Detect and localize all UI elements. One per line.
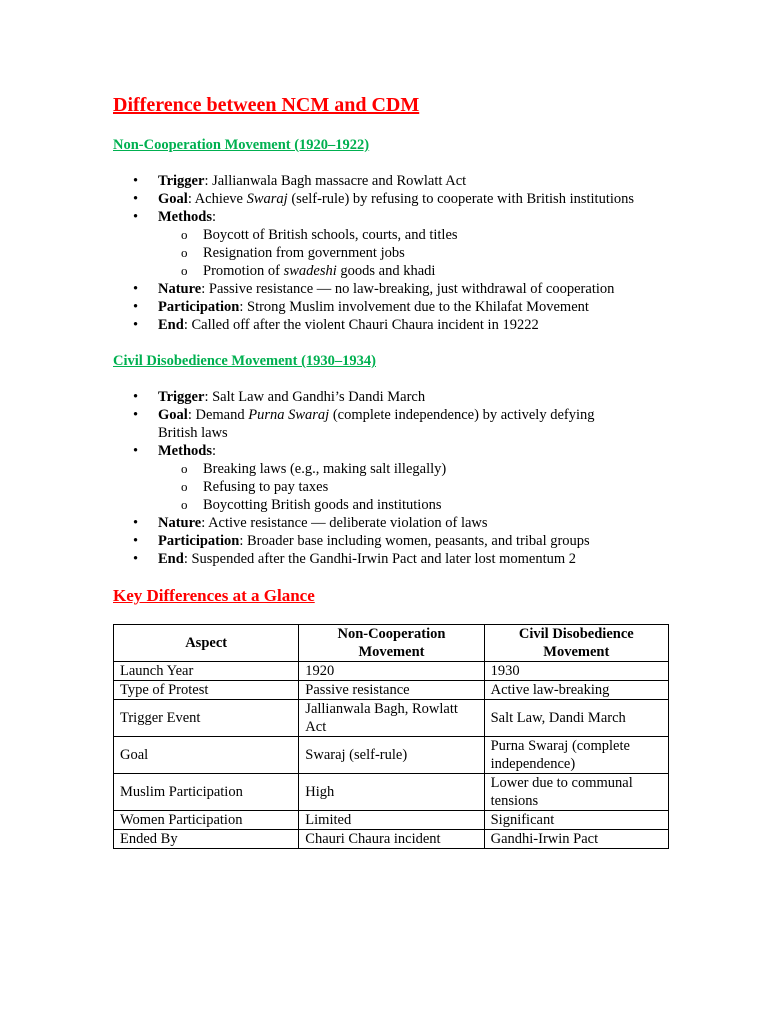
ncm-method-text: Boycott of British schools, courts, and titles bbox=[203, 227, 458, 243]
cdm-end-label: End bbox=[158, 551, 184, 567]
table-row bbox=[114, 737, 669, 774]
ncm-method-item bbox=[158, 244, 673, 262]
ncm-goal-post: (self-rule) by refusing to cooperate with British institutions bbox=[287, 191, 635, 207]
ncm-method-post: goods and khadi bbox=[336, 263, 436, 279]
key-differences-section bbox=[113, 586, 673, 849]
table-cell: Active law-breaking bbox=[484, 681, 668, 700]
bullet-icon: • bbox=[133, 389, 139, 405]
ncm-goal-pre: : Achieve bbox=[187, 191, 247, 207]
cdm-goal-post: (complete independence) by actively defying British laws bbox=[158, 407, 595, 441]
cdm-participation-text: : Broader base including women, peasants, and tribal groups bbox=[239, 533, 590, 549]
sub-bullet-icon: o bbox=[181, 497, 188, 512]
cdm-methods-label: Methods bbox=[158, 443, 212, 459]
table-header-cell: Aspect bbox=[114, 625, 299, 662]
table-cell: Lower due to communal tensions bbox=[484, 774, 668, 811]
ncm-trigger-label: Trigger bbox=[158, 173, 205, 189]
cdm-trigger-item bbox=[113, 388, 673, 406]
ncm-trigger-text: : Jallianwala Bagh massacre and Rowlatt Act bbox=[204, 173, 467, 189]
cdm-methods-sublist bbox=[158, 460, 673, 514]
table-header-row bbox=[114, 625, 669, 662]
table-row bbox=[114, 662, 669, 681]
table-header-cell: Civil Disobedience Movement bbox=[484, 625, 668, 662]
ncm-method-text: Resignation from government jobs bbox=[203, 245, 405, 261]
cdm-method-item bbox=[158, 496, 673, 514]
comparison-table bbox=[113, 624, 669, 849]
ncm-participation-label: Participation bbox=[158, 299, 240, 315]
bullet-icon: • bbox=[133, 443, 139, 459]
cdm-bullet-list bbox=[113, 388, 673, 568]
bullet-icon: • bbox=[133, 173, 139, 189]
ncm-goal-emphasis: Swaraj bbox=[246, 191, 288, 207]
table-cell: Significant bbox=[484, 811, 668, 830]
table-cell: Ended By bbox=[114, 830, 299, 849]
ncm-trigger-item bbox=[113, 172, 673, 190]
table-row bbox=[114, 811, 669, 830]
cdm-end-item bbox=[113, 550, 673, 568]
ncm-methods-label: Methods bbox=[158, 209, 212, 225]
table-cell: Muslim Participation bbox=[114, 774, 299, 811]
ncm-participation-text: : Strong Muslim involvement due to the Khilafat Movement bbox=[239, 299, 589, 315]
cdm-nature-text: : Active resistance — deliberate violation of laws bbox=[201, 515, 488, 531]
cdm-trigger-label: Trigger bbox=[158, 389, 205, 405]
cdm-nature-item bbox=[113, 514, 673, 532]
table-row bbox=[114, 700, 669, 737]
bullet-icon: • bbox=[133, 317, 139, 333]
ncm-end-item bbox=[113, 316, 673, 334]
bullet-icon: • bbox=[133, 551, 139, 567]
sub-bullet-icon: o bbox=[181, 263, 188, 278]
sub-bullet-icon: o bbox=[181, 461, 188, 476]
cdm-method-text: Boycotting British goods and institutions bbox=[203, 497, 442, 513]
table-row bbox=[114, 774, 669, 811]
sub-bullet-icon: o bbox=[181, 245, 188, 260]
bullet-icon: • bbox=[133, 191, 139, 207]
table-cell: Purna Swaraj (complete independence) bbox=[484, 737, 668, 774]
cdm-nature-label: Nature bbox=[158, 515, 202, 531]
table-cell: 1920 bbox=[299, 662, 484, 681]
cdm-trigger-text: : Salt Law and Gandhi’s Dandi March bbox=[204, 389, 426, 405]
ncm-methods-item bbox=[113, 208, 673, 280]
ncm-method-item bbox=[158, 262, 673, 280]
table-cell: Goal bbox=[114, 737, 299, 774]
table-cell: Gandhi-Irwin Pact bbox=[484, 830, 668, 849]
cdm-method-text: Refusing to pay taxes bbox=[203, 479, 329, 495]
table-cell: Swaraj (self-rule) bbox=[299, 737, 484, 774]
bullet-icon: • bbox=[133, 209, 139, 225]
cdm-participation-label: Participation bbox=[158, 533, 240, 549]
table-cell: 1930 bbox=[484, 662, 668, 681]
bullet-icon: • bbox=[133, 299, 139, 315]
table-cell: Passive resistance bbox=[299, 681, 484, 700]
ncm-section bbox=[113, 136, 673, 334]
cdm-method-text: Breaking laws (e.g., making salt illegally) bbox=[203, 461, 447, 477]
bullet-icon: • bbox=[133, 407, 139, 423]
cdm-methods-text: : bbox=[211, 443, 217, 459]
cdm-goal-pre: : Demand bbox=[187, 407, 249, 423]
table-cell: High bbox=[299, 774, 484, 811]
sub-bullet-icon: o bbox=[181, 479, 188, 494]
ncm-method-emphasis: swadeshi bbox=[283, 263, 337, 279]
ncm-nature-text: : Passive resistance — no law-breaking, just withdrawal of cooperation bbox=[201, 281, 615, 297]
cdm-goal-emphasis: Purna Swaraj bbox=[248, 407, 330, 423]
cdm-goal-item bbox=[113, 406, 618, 442]
table-cell: Women Participation bbox=[114, 811, 299, 830]
ncm-participation-item bbox=[113, 298, 673, 316]
ncm-heading: Non-Cooperation Movement (1920–1922) bbox=[113, 137, 370, 153]
ncm-nature-label: Nature bbox=[158, 281, 202, 297]
document-page bbox=[113, 93, 673, 849]
cdm-goal-label: Goal bbox=[158, 407, 188, 423]
cdm-method-item bbox=[158, 478, 673, 496]
table-cell: Salt Law, Dandi March bbox=[484, 700, 668, 737]
bullet-icon: • bbox=[133, 281, 139, 297]
ncm-methods-text: : bbox=[211, 209, 217, 225]
ncm-bullet-list bbox=[113, 172, 673, 334]
table-row bbox=[114, 830, 669, 849]
ncm-goal-item bbox=[113, 190, 673, 208]
table-cell: Type of Protest bbox=[114, 681, 299, 700]
table-row bbox=[114, 681, 669, 700]
table-cell: Trigger Event bbox=[114, 700, 299, 737]
ncm-end-label: End bbox=[158, 317, 184, 333]
cdm-end-text: : Suspended after the Gandhi-Irwin Pact and later lost momentum 2 bbox=[183, 551, 577, 567]
sub-bullet-icon: o bbox=[181, 227, 188, 242]
table-cell: Limited bbox=[299, 811, 484, 830]
bullet-icon: • bbox=[133, 533, 139, 549]
key-differences-heading: Key Differences at a Glance bbox=[113, 586, 315, 605]
ncm-method-pre: Promotion of bbox=[203, 263, 284, 279]
cdm-heading: Civil Disobedience Movement (1930–1934) bbox=[113, 353, 376, 369]
cdm-methods-item bbox=[113, 442, 673, 514]
table-header-cell: Non-Cooperation Movement bbox=[299, 625, 484, 662]
cdm-participation-item bbox=[113, 532, 673, 550]
table-cell: Launch Year bbox=[114, 662, 299, 681]
document-title: Difference between NCM and CDM bbox=[113, 94, 420, 116]
ncm-end-text: : Called off after the violent Chauri Chaura incident in 19222 bbox=[183, 317, 539, 333]
bullet-icon: • bbox=[133, 515, 139, 531]
cdm-section bbox=[113, 352, 673, 568]
ncm-nature-item bbox=[113, 280, 673, 298]
ncm-goal-label: Goal bbox=[158, 191, 188, 207]
ncm-method-item bbox=[158, 226, 673, 244]
ncm-methods-sublist bbox=[158, 226, 673, 280]
table-cell: Chauri Chaura incident bbox=[299, 830, 484, 849]
table-cell: Jallianwala Bagh, Rowlatt Act bbox=[299, 700, 484, 737]
cdm-method-item bbox=[158, 460, 673, 478]
